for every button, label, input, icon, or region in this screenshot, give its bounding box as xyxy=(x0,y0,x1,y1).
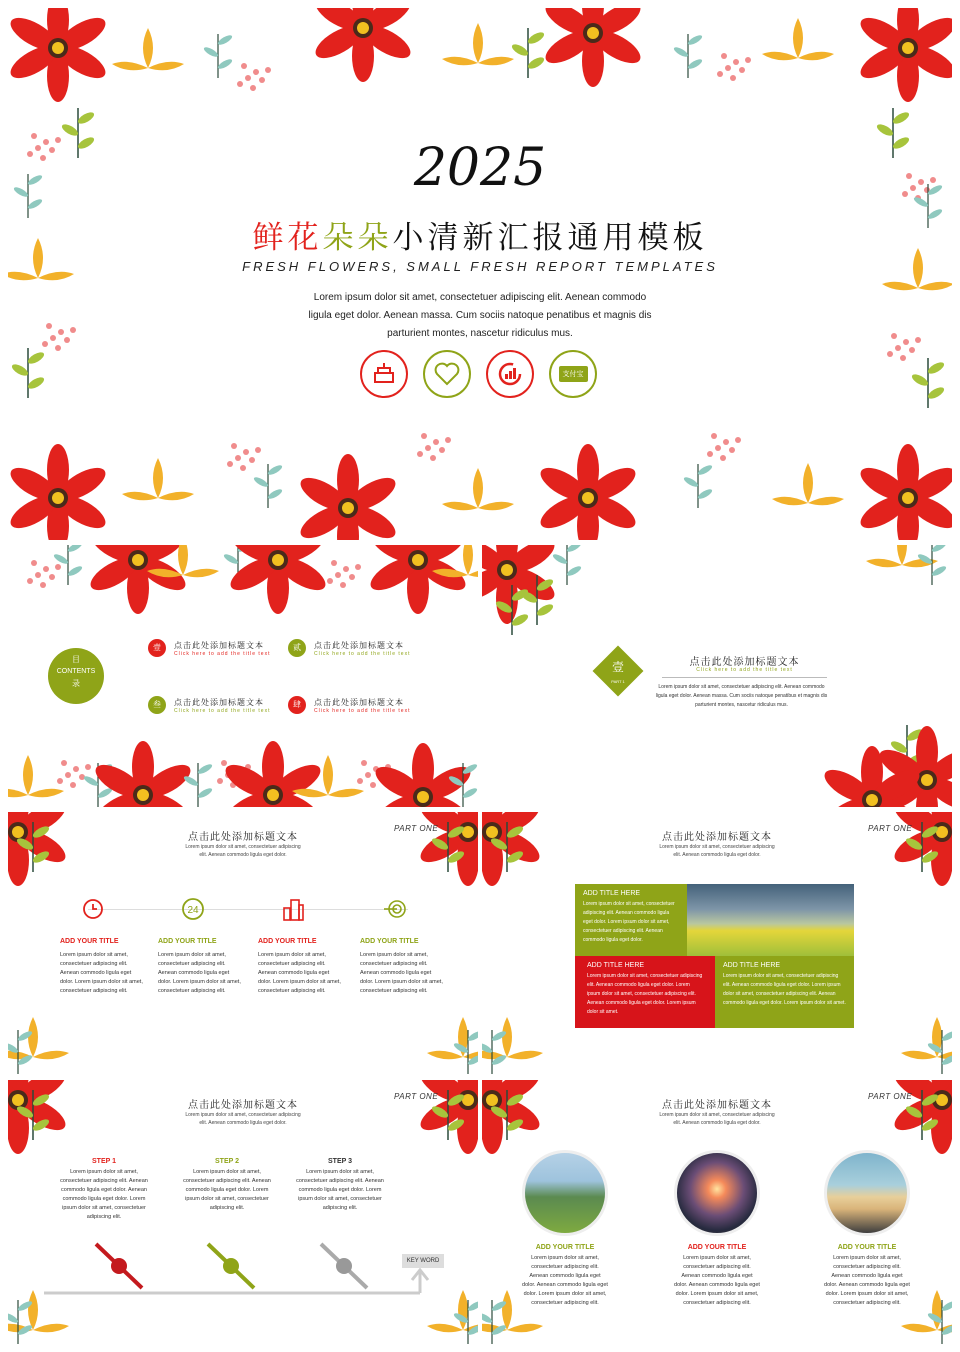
slide4-box-3-text: Lorem ipsum dolor sit amet, consectetuer adipiscing elit. Aenean commodo ligula eget dolor. Lorem ipsum dolor sit amet, consectetuer adipiscing elit. Aenean commodo ligula eget dolor. Lorem ipsum dolor sit amet. xyxy=(723,973,846,1006)
part1-para: Lorem ipsum dolor sit amet, consectetuer adipiscing elit. Aenean commodo ligula eget dolor. Aenean massa. Cum sociis natoque penatibus et magnis dis parturient montes, nascetur ridiculus mus. xyxy=(655,684,828,708)
slide4-box-1-title: ADD TITLE HERE xyxy=(583,890,641,897)
contents-item-3[interactable] xyxy=(148,696,270,714)
clock-phone-icon xyxy=(80,896,106,922)
slide6-col-3-text: Lorem ipsum dolor sit amet, consectetuer adipiscing elit. Aenean commodo ligula eget dolor. Aenean commodo ligula eget dolor. Lorem ipsum dolor sit amet, consectetuer adipiscing elit. xyxy=(824,1255,910,1306)
slide5-step-3-title: STEP 3 xyxy=(328,1158,352,1165)
svg-text:24: 24 xyxy=(187,905,199,916)
slide4-part: PART ONE xyxy=(868,824,913,833)
slide3-col-1-text: Lorem ipsum dolor sit amet, consectetuer adipiscing elit. Aenean commodo ligula eget dolor. Lorem ipsum dolor sit amet, consectetuer adipiscing elit. xyxy=(60,952,143,994)
keyword-button[interactable]: KEY WORD xyxy=(402,1254,444,1268)
part1-sub: Click here to add the title text xyxy=(696,667,793,673)
target-icon xyxy=(382,896,408,922)
slide6-col-1-text: Lorem ipsum dolor sit amet, consectetuer adipiscing elit. Aenean commodo ligula eget dolor. Aenean commodo ligula eget dolor. Lorem ipsum dolor sit amet, consectetuer adipiscing elit. xyxy=(522,1255,608,1306)
cover-title xyxy=(8,212,952,257)
slide3 xyxy=(8,812,478,1074)
sunset-photo xyxy=(674,1150,760,1236)
slide5-step-1-text: Lorem ipsum dolor sit amet, consectetuer adipiscing elit. Aenean commodo ligula eget dolor. Aenean commodo ligula eget dolor. Lorem ipsum dolor sit amet, consectetuer adipiscing elit. xyxy=(60,1169,148,1220)
slide4-box-3-title: ADD TITLE HERE xyxy=(723,962,781,969)
part1-floral xyxy=(482,545,952,807)
contents-badge-mid: CONTENTS xyxy=(56,668,96,675)
contents-badge-top: 目 xyxy=(72,655,80,664)
slide6-col-2-text: Lorem ipsum dolor sit amet, consectetuer adipiscing elit. Aenean commodo ligula eget dolor. Aenean commodo ligula eget dolor. Lorem ipsum dolor sit amet, consectetuer adipiscing elit. xyxy=(674,1255,760,1306)
slide4 xyxy=(482,812,952,1074)
slide4-box-2 xyxy=(575,956,715,1028)
contents-item-4-title: 点击此处添加标题文本 xyxy=(314,697,404,707)
slide5-step-1-title: STEP 1 xyxy=(92,1158,116,1165)
contents-item-3-num: 叁 xyxy=(148,696,166,714)
heart-icon[interactable] xyxy=(423,350,471,398)
contents-item-4-sub: Click here to add the title text xyxy=(314,707,411,714)
slide5-sub: Lorem ipsum dolor sit amet, consectetuer adipiscing elit. Aenean commodo ligula eget dolor. xyxy=(185,1112,301,1126)
slide3-col-2-title: ADD YOUR TITLE xyxy=(158,938,217,945)
slide3-col-4 xyxy=(360,896,446,996)
slide3-col-3-title: ADD YOUR TITLE xyxy=(258,938,317,945)
slide5-step-1 xyxy=(60,1158,148,1222)
contents-item-1-title: 点击此处添加标题文本 xyxy=(174,640,264,650)
cover-icon-row xyxy=(360,350,597,398)
cover-slide xyxy=(8,8,952,540)
cake-icon[interactable] xyxy=(360,350,408,398)
cover-title-part1: 鲜花 xyxy=(252,220,323,256)
contents-item-3-title: 点击此处添加标题文本 xyxy=(174,697,264,707)
part1-slide xyxy=(482,545,952,807)
slide5-title: 点击此处添加标题文本 xyxy=(188,1100,298,1111)
part1-divider xyxy=(662,677,827,678)
contents-badge-bottom: 录 xyxy=(72,679,80,688)
slide6-sub: Lorem ipsum dolor sit amet, consectetuer adipiscing elit. Aenean commodo ligula eget dolor. xyxy=(659,1112,775,1126)
alipay-icon-label: 支付宝 xyxy=(559,366,588,382)
cover-title-part3: 小清新汇报通用模板 xyxy=(392,220,708,256)
slide5-step-3 xyxy=(296,1158,384,1213)
contents-slide xyxy=(8,545,478,807)
contents-item-1-sub: Click here to add the title text xyxy=(174,650,271,657)
slide5 xyxy=(8,1080,478,1344)
24h-icon xyxy=(180,896,206,922)
contents-item-2-num: 贰 xyxy=(288,639,306,657)
landscape-photo xyxy=(687,884,854,956)
slide4-title: 点击此处添加标题文本 xyxy=(662,832,772,843)
contents-badge xyxy=(48,648,104,704)
slide5-step-2-title: STEP 2 xyxy=(215,1158,239,1165)
contents-item-1[interactable] xyxy=(148,639,270,657)
contents-item-3-sub: Click here to add the title text xyxy=(174,707,271,714)
contents-item-2-sub: Click here to add the title text xyxy=(314,650,411,657)
slide6-col-3-title: ADD YOUR TITLE xyxy=(837,1244,897,1251)
contents-item-4-num: 肆 xyxy=(288,696,306,714)
slide5-part: PART ONE xyxy=(394,1092,439,1101)
road-photo xyxy=(824,1150,910,1236)
slide4-box-2-title: ADD TITLE HERE xyxy=(587,962,645,969)
slide4-box-3 xyxy=(715,956,854,1028)
slide6-part: PART ONE xyxy=(868,1092,913,1101)
slide6-col-2-title: ADD YOUR TITLE xyxy=(687,1244,747,1251)
slide6-col-2 xyxy=(674,1244,760,1308)
slide3-col-2-text: Lorem ipsum dolor sit amet, consectetuer adipiscing elit. Aenean commodo ligula eget dolor. Lorem ipsum dolor sit amet, consectetuer adipiscing elit. xyxy=(158,952,241,994)
slide3-part: PART ONE xyxy=(394,824,439,833)
slide4-box-1 xyxy=(575,884,687,956)
slide3-col-3 xyxy=(258,896,344,996)
cover-title-part2: 朵朵 xyxy=(322,220,393,256)
alipay-icon[interactable] xyxy=(549,350,597,398)
slide5-step-2 xyxy=(183,1158,271,1213)
part1-num: 壹 xyxy=(611,660,624,674)
contents-item-2-title: 点击此处添加标题文本 xyxy=(314,640,404,650)
cover-paragraph: Lorem ipsum dolor sit amet, consectetuer adipiscing elit. Aenean commodo ligula eget dolor. Aenean massa. Cum sociis natoque penatibus et magnis dis parturient montes, nascetur ridiculus mus. xyxy=(308,292,652,339)
slide6 xyxy=(482,1080,952,1344)
slide3-col-4-title: ADD YOUR TITLE xyxy=(360,938,419,945)
mountain-photo xyxy=(522,1150,608,1236)
slide3-col-1 xyxy=(60,896,146,996)
slide4-box-2-text: Lorem ipsum dolor sit amet, consectetuer adipiscing elit. Aenean commodo ligula eget dolor. Lorem ipsum dolor sit amet, consectetuer adipiscing elit. Aenean commodo ligula eget dolor. Lorem ipsum dolor sit amet. xyxy=(587,973,703,1015)
slide6-title: 点击此处添加标题文本 xyxy=(662,1100,772,1111)
chart-refresh-icon[interactable] xyxy=(486,350,534,398)
cover-year: 2025 xyxy=(413,138,547,198)
part1-title: 点击此处添加标题文本 xyxy=(689,657,800,668)
cover-floral-border xyxy=(8,8,952,540)
slide6-col-1 xyxy=(522,1244,608,1308)
contents-item-2[interactable] xyxy=(288,639,410,657)
slide3-col-1-title: ADD YOUR TITLE xyxy=(60,938,119,945)
slide5-step-2-text: Lorem ipsum dolor sit amet, consectetuer adipiscing elit. Aenean commodo ligula eget dolor. Lorem ipsum dolor sit amet, consectetuer adipiscing elit. xyxy=(183,1169,271,1211)
slide3-col-3-text: Lorem ipsum dolor sit amet, consectetuer adipiscing elit. Aenean commodo ligula eget dolor. Lorem ipsum dolor sit amet, consectetuer adipiscing elit. xyxy=(258,952,341,994)
slide3-col-2 xyxy=(158,896,244,996)
slide6-col-3 xyxy=(824,1244,910,1308)
slide3-col-4-text: Lorem ipsum dolor sit amet, consectetuer adipiscing elit. Aenean commodo ligula eget dolor. Lorem ipsum dolor sit amet, consectetuer adipiscing elit. xyxy=(360,952,443,994)
cover-subtitle: FRESH FLOWERS, SMALL FRESH REPORT TEMPLATES xyxy=(242,259,718,274)
slide3-sub: Lorem ipsum dolor sit amet, consectetuer adipiscing elit. Aenean commodo ligula eget dolor. xyxy=(185,844,301,858)
contents-item-1-num: 壹 xyxy=(148,639,166,657)
slide3-title: 点击此处添加标题文本 xyxy=(188,832,298,843)
part1-label: PART 1 xyxy=(611,679,625,684)
slide5-step-3-text: Lorem ipsum dolor sit amet, consectetuer adipiscing elit. Aenean commodo ligula eget dolor. Lorem ipsum dolor sit amet, consectetuer adipiscing elit. xyxy=(296,1169,384,1211)
slide4-box-1-text: Lorem ipsum dolor sit amet, consectetuer adipiscing elit. Aenean commodo ligula eget dolor. Lorem ipsum dolor sit amet, consectetuer adipiscing elit. Aenean commodo ligula eget dolor. xyxy=(583,901,675,943)
contents-item-4[interactable] xyxy=(288,696,410,714)
slide4-sub: Lorem ipsum dolor sit amet, consectetuer adipiscing elit. Aenean commodo ligula eget dolor. xyxy=(659,844,775,858)
building-icon xyxy=(280,896,306,922)
slide6-col-1-title: ADD YOUR TITLE xyxy=(535,1244,595,1251)
